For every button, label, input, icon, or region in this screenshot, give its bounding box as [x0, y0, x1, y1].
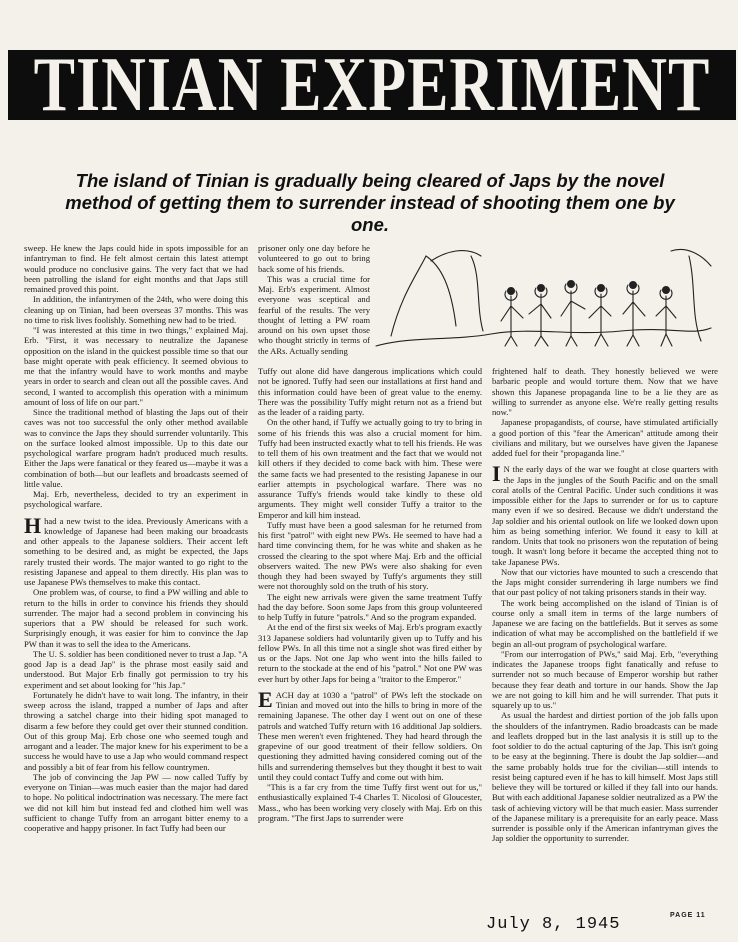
paragraph: frightened half to death. They honestly believed we were barbaric people and would torture them. Now that we have shown this Japanese propaganda line to be a lie they are as willing to surrender as anyone else. We're really getting results now.": [492, 366, 718, 417]
paragraph: On the other hand, if Tuffy we actually going to try to bring in some of his friends this was also a crucial moment for him. Tuffy had been instructed exactly what to tell his friends. He was to tell them of his own treatment and the fact that we would not kill others if they decided to come back with him. These were the same facts we had presented to the resisting Japanese in our earlier attempts in psychological warfare. There was no assurance Tuffy's friends would take kindly to these old arguments. They might well consider Tuffy a traitor to the Emperor and kill him instead.: [258, 417, 482, 520]
paragraph: "From our interrogation of PWs," said Maj. Erb, "everything indicates the Japanese troops fight fanatically and refuse to surrender not so much because of Emperor worship but rather because they fear death and torture in our hands. Show the Jap we are not going to kill him and he will surrender. That puts it squarely up to us.": [492, 648, 718, 710]
column-3: [492, 366, 718, 903]
paragraph: The job of convincing the Jap PW — now called Tuffy by everyone on Tinian—was much easier than the major had dared to hope. No political indoctrination was necessary. The mere fact we did not kill him but instead fed and clothed him well was sufficient to change Tuffy from an arrogant bitter enemy to a cooperative and happy prisoner. In fact Tuffy had been our: [24, 771, 248, 833]
paragraph: The eight new arrivals were given the same treatment Tuffy had the day before. Soon some Japs from this group volunteered to help Tuffy in future "patrols." And so the program expanded.: [258, 591, 482, 622]
paragraph: Japanese propagandists, of course, have stimulated artificially a good portion of this "fear the American" attitude among their civilians and military, but we ourselves have given the Japanese added fuel for their "propaganda line.": [492, 417, 718, 458]
drop-cap: E: [258, 686, 273, 712]
article-deck: The island of Tinian is gradually being cleared of Japs by the novel method of getting them to surrender instead of shooting them one by one.: [65, 170, 675, 235]
paragraph: The work being accomplished on the island of Tinian is of course only a small item in terms of the large numbers of Japanese we are facing on the battlefields. But it serves as some indication of what may be accomplished on the battlefield if we begin an all-out program of psychological warfare.: [492, 597, 718, 649]
paragraph: In addition, the infantrymen of the 24th, who were doing this cleaning up on Tinian, had been overseas 37 months. This was no time to risk lives foolishly. Something new had to be tried.: [24, 294, 248, 325]
paragraph: EACH day at 1030 a "patrol" of PWs left the stockade on Tinian and moved out into the hills to bring in more of the remaining Japanese. The other day I went out on one of these patrols and watched Tuffy return with 16 additional Jap soldiers. These men weren't even frightened. They had heard through the grapevine of our good treatment of their fellow soldiers. On questioning they admitted having considered coming out of the hills and surrendering themselves but they thought it best to wait until they could contact Tuffy and come out with him.: [258, 686, 482, 782]
article-title: TINIAN EXPERIMENT: [33, 50, 711, 120]
page-number: PAGE 11: [670, 912, 706, 919]
issue-date: July 8, 1945: [486, 915, 621, 934]
paragraph: Since the traditional method of blasting the Japs out of their caves was not too successful the only other method available was to convince the Japs they should surrender voluntarily. This on the surface looked almost impossible. Up to this date our psychological warfare program hadn't produced much results. Either the Japs were fanatical or they feared us—maybe it was a combination of both—but our leaflets and broadcasts seemed of little value.: [24, 407, 248, 489]
paragraph: This was a crucial time for Maj. Erb's experiment. Almost everyone was sceptical and fearful of the results. The very thought of letting a PW roam around on his own upset those who thought strictly in terms of the ARs. Actually sending: [258, 273, 370, 356]
paragraph: Maj. Erb, nevertheless, decided to try an experiment in psychological warfare.: [24, 489, 248, 510]
column-1: [24, 243, 248, 903]
drop-cap: I: [492, 461, 501, 487]
paragraph: Hhad a new twist to the idea. Previously Americans with a knowledge of Japanese had been making our broadcasts and other appeals to the Japanese soldiers. Their accent left something to be desired and, as might be expected, the Japs rarely trusted their words. The major wanted to go right to the resisting Japanese and appeal to them directly. His plan was to use Japanese PWs themselves to make this contact.: [24, 512, 248, 587]
column-2-top: [258, 243, 370, 365]
paragraph: Fortunately he didn't have to wait long. The infantry, in their sweep across the island, trapped a number of Japs and after throwing a satchel charge into their hiding spot managed to disarm a few before they could get over their stunned condition. Out of this group Maj. Erb chose one who seemed tough and arrogant and a leader. The major knew for his experiment to be a success he would have to use a Jap who would command respect and possibly a bit of fear from his fellow countrymen.: [24, 689, 248, 772]
paragraph: One problem was, of course, to find a PW willing and able to return to the hills in order to convince his friends they should surrender. The major had a second problem in convincing his superiors that a PW should be released for such work. Surprisingly enough, it was easier for him to convince the Jap PW than it was to sell the idea to the Americans.: [24, 587, 248, 649]
paragraph: As usual the hardest and dirtiest portion of the job falls upon the shoulders of the infantrymen. Radio broadcasts can be made and leaflets dropped but in the last analysis it is still up to the foot soldier to do the actual capturing of the Jap. This isn't going to be easy at the beginning. There is doubt the Jap soldier—and the same probably holds true for the civilian—still intends to resist being captured even if he has to kill himself. Most Japs still believe they will be tortured or killed if they fall into our hands. But with each additional Japanese soldier neutralized as a PW the task of achieving victory will be that much easier. Mass surrender of the Japanese military is a prerequisite for an early peace. Mass surrender is possible only if the American infantryman gives the Jap soldier the opportunity to surrender.: [492, 710, 718, 844]
paragraph: Now that our victories have mounted to such a crescendo that the Japs might consider surrendering ih large numbers we find that our past policy of not taking prisoners stands in their way.: [492, 566, 718, 598]
drop-cap: H: [24, 512, 42, 538]
paragraph: "I was interested at this time in two things," explained Maj. Erb. "First, it was necessary to neutralize the Japanese opposition on the island in the quickest possible time so that our base might operate with peak efficiency. It seemed obvious to me that the infantry would have to work months and maybe years in order to search and clean out all the possible caves. And second, I wanted to accomplish this operation with a minimum amount of loss of life on our part.": [24, 325, 248, 407]
column-2: [258, 366, 482, 903]
paragraph: Tuffy out alone did have dangerous implications which could not be ignored. Tuffy had seen our installations at first hand and this information could have been of great value to the enemy. There was the possibility Tuffy might return not as a friend but as the leader of a raiding party.: [258, 366, 482, 417]
paragraph: The U. S. soldier has been conditioned never to trust a Jap. "A good Jap is a dead Jap" is the phrase most easily said and understood. But Major Erb finally got permission to try his experiment and set about looking for "his Jap.": [24, 648, 248, 690]
paragraph: "This is a far cry from the time Tuffy first went out for us," enthusiastically explained T-4 Charles T. Nicolosi of Gloucester, Mass., who has been working very closely with Maj. Erb on this program. "The first Japs to surrender were: [258, 782, 482, 823]
illustration-sketch: [371, 236, 716, 356]
paragraph: prisoner only one day before he volunteered to go out to bring back some of his friends.: [258, 243, 370, 274]
title-banner: [8, 50, 736, 120]
paragraph: At the end of the first six weeks of Maj. Erb's program exactly 313 Japanese soldiers had voluntarily given up to Tuffy and his fellow PWs. In all this time not a single shot was fired either by us or the Japs. Not one Jap who went into the hills failed to return to the stockade at the end of his "patrol." Not one PW was ever hurt by other Japs for being a "traitor to the Emperor.": [258, 622, 482, 684]
paragraph: sweep. He knew the Japs could hide in spots impossible for an infantryman to find. He felt almost certain this latest attempt would produce no conclusive gains. The very fact that we had been patrolling the island for eight months and that Japs still remained proved this point.: [24, 243, 248, 294]
paragraph: I N the early days of the war we fought at close quarters with the Japs in the jungles of the South Pacific and on the small coral atolls of the Central Pacific. Under such conditions it was impossible either for the Japs to surrender or for us to capture many even if we so desired. Because we didn't understand the Jap soldier and his oriental outlook on life we looked down upon him as being something inferior. We found it easy to kill at random. Units that took no prisoners won the reputation of being tough. It wasn't long before it became the accepted thing not to take Japanese PWs.: [492, 461, 718, 567]
paragraph: Tuffy must have been a good salesman for he returned from his first "patrol" with eight new PWs. He seemed to have had a hard time convincing them, for he was white and shaken as he crossed the clearing to the spot where Maj. Erb and the official observers waited. The new PWs were also shaking for even though they had been swayed by Tuffy's arguments they still were not thoroughly sold on the truth of his story.: [258, 519, 482, 592]
